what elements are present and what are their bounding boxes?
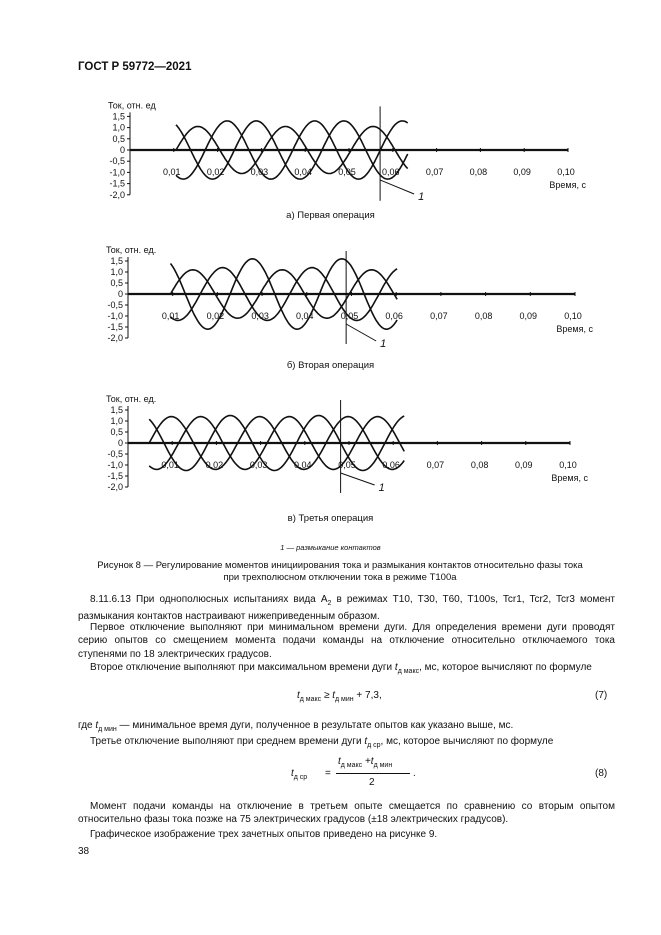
x-axis-label: Время, с xyxy=(549,180,586,190)
x-tick-label: 0,05 xyxy=(338,460,356,470)
x-tick-label: 0,08 xyxy=(470,460,489,470)
figure-b-caption: б) Вторая операция xyxy=(286,360,375,371)
y-tick-label: -1,5 xyxy=(107,471,123,481)
paragraph-second-break xyxy=(78,661,615,678)
x-tick-label: 0,02 xyxy=(206,167,225,177)
p5-t-symbol: t xyxy=(364,736,368,747)
f7-tail: + 7,3, xyxy=(356,690,382,701)
x-axis-label: Время, с xyxy=(551,473,588,483)
f8-tail: . xyxy=(413,768,416,779)
f7-sub-max: д макс xyxy=(299,696,322,703)
paragraph-third-break xyxy=(78,735,615,752)
y-axis-label: Ток, отн. ед. xyxy=(106,394,157,404)
page-header-standard: ГОСТ Р 59772—2021 xyxy=(78,61,192,73)
y-tick-label: -0,5 xyxy=(109,156,125,167)
chart-a xyxy=(0,95,661,225)
x-tick-label: 0,06 xyxy=(382,460,400,470)
p3-text-a: Второе отключение выполняют при максимальном времени дуги xyxy=(90,662,395,673)
y-tick-label: 0 xyxy=(119,145,125,155)
marker-leader-line xyxy=(380,180,414,194)
f8-denominator: 2 xyxy=(369,777,375,788)
y-tick-label: 0,5 xyxy=(110,427,123,437)
x-tick-label: 0,04 xyxy=(294,167,312,177)
marker-leader-line xyxy=(346,324,376,341)
y-tick-label: 1,0 xyxy=(112,122,125,133)
x-tick-label: 0,10 xyxy=(559,460,577,470)
p5-text-b: , мс, которое вычисляют по формуле xyxy=(380,736,554,747)
p1-subscript: 2 xyxy=(327,600,332,607)
chart-b xyxy=(0,237,661,372)
legend-note: 1 — размыкание контактов xyxy=(280,543,381,552)
f7-sub-min: д мин xyxy=(335,696,354,703)
x-tick-label: 0,06 xyxy=(382,167,400,177)
f8-t-lhs: t xyxy=(291,768,294,779)
x-tick-label: 0,01 xyxy=(161,460,179,470)
y-tick-label: -2,0 xyxy=(109,189,125,200)
p3-text-b: , мс, которое вычисляют по формуле xyxy=(419,662,592,673)
f8-t-num2: t xyxy=(370,756,374,767)
p4-t-symbol: t xyxy=(95,720,99,731)
figure-title-line1: Рисунок 8 — Регулирование моментов инициирования тока и размыкания контактов относительно фазы тока xyxy=(97,560,583,571)
x-tick-label: 0,07 xyxy=(426,460,445,470)
f7-t1: t xyxy=(297,690,300,701)
y-tick-label: -1,5 xyxy=(107,322,123,332)
marker-label: 1 xyxy=(378,482,385,494)
formula-8 xyxy=(291,756,431,792)
f8-sub-max: д макс xyxy=(340,762,363,769)
p5-text-a: Третье отключение выполняют при среднем времени дуги xyxy=(90,736,365,747)
figure-title-line2: при трехполюсном отключении тока в режиме T100a xyxy=(223,572,457,583)
y-tick-label: 1,5 xyxy=(110,256,123,266)
figure-c-caption: в) Третья операция xyxy=(287,513,374,524)
x-tick-label: 0,03 xyxy=(249,460,268,470)
f7-operator: ≥ xyxy=(323,690,330,701)
f7-t2: t xyxy=(332,690,336,701)
y-tick-label: -2,0 xyxy=(107,333,123,343)
x-tick-label: 0,02 xyxy=(205,460,224,470)
y-tick-label: 1,0 xyxy=(110,416,123,426)
f8-plus: + xyxy=(364,756,371,767)
y-axis-label: Ток, отн. ед xyxy=(108,100,156,111)
f8-fraction-bar xyxy=(336,773,410,774)
figure-title xyxy=(90,560,590,584)
x-axis-label: Время, с xyxy=(556,324,593,334)
x-tick-label: 0,09 xyxy=(519,311,538,321)
f8-equals: = xyxy=(325,768,331,779)
p4-text-a: где xyxy=(78,720,96,731)
y-tick-label: -1,0 xyxy=(107,460,123,470)
x-tick-label: 0,07 xyxy=(425,167,444,177)
y-tick-label: -0,5 xyxy=(107,300,123,310)
f8-sub-avg: д ср xyxy=(293,774,308,781)
figure-a-caption: а) Первая операция xyxy=(286,210,375,221)
f8-lhs xyxy=(291,768,307,781)
p5-subscript: д ср xyxy=(367,742,381,749)
y-tick-label: 0 xyxy=(117,289,123,299)
page-number: 38 xyxy=(78,846,90,857)
f8-numerator xyxy=(338,756,392,769)
p3-t-symbol: t xyxy=(394,662,398,673)
y-tick-label: 0,5 xyxy=(110,278,123,288)
x-tick-label: 0,04 xyxy=(296,311,314,321)
f8-sub-min: д мин xyxy=(373,762,393,769)
x-tick-label: 0,01 xyxy=(161,311,180,321)
y-tick-label: -2,0 xyxy=(107,482,123,492)
marker-label: 1 xyxy=(380,338,387,350)
paragraph-third-offset: Момент подачи команды на отключение в третьем опыте смещается по сравнению со вторым опытом относительно фазы тока позже на 75 электрических градусов (±18 электрических градусов). xyxy=(78,801,615,826)
x-tick-label: 0,09 xyxy=(515,460,533,470)
x-tick-label: 0,04 xyxy=(294,460,312,470)
formula-7 xyxy=(297,690,382,703)
figure-c xyxy=(0,392,661,527)
x-tick-label: 0,09 xyxy=(513,167,531,177)
p1-text-b: в режимах T10, T30, T60, T100s, Tcr1, Tcr2, Tcr3 момент размыкания контактов настраивают нижеприведенным образом. xyxy=(78,594,615,623)
y-tick-label: -1,5 xyxy=(109,178,125,189)
y-tick-label: 1,5 xyxy=(112,111,125,122)
marker-leader-line xyxy=(341,473,375,485)
paragraph-8-11-6-13 xyxy=(78,593,615,624)
equation-number-8: (8) xyxy=(595,768,608,779)
paragraph-first-break: Первое отключение выполняют при минимальном времени дуги. Для определения времени дуги проводят серию опытов со смещением момента подачи команды на отключение относительно отключаемого тока ступенями по 18 электрических градусов. xyxy=(78,622,615,660)
p4-text-b: — минимальное время дуги, полученное в результате опытов как указано выше, мс. xyxy=(116,720,514,731)
y-tick-label: 1,5 xyxy=(110,405,123,415)
p4-subscript: д мин xyxy=(98,726,117,733)
x-tick-label: 0,10 xyxy=(564,311,582,321)
y-tick-label: -1,0 xyxy=(107,311,123,321)
paragraph-reference: Графическое изображение трех зачетных опытов приведено на рисунке 9. xyxy=(90,829,438,840)
f8-t-num1: t xyxy=(338,756,341,767)
y-tick-label: -0,5 xyxy=(107,449,123,459)
p1-text-a: 8.11.6.13 При однополюсных испытаниях вида А xyxy=(90,594,328,605)
x-tick-label: 0,05 xyxy=(340,311,359,321)
x-tick-label: 0,02 xyxy=(206,311,225,321)
figure-a xyxy=(0,95,661,225)
x-tick-label: 0,08 xyxy=(474,311,493,321)
x-tick-label: 0,06 xyxy=(385,311,403,321)
y-tick-label: 0 xyxy=(117,438,123,448)
paragraph-where xyxy=(78,719,615,736)
equation-number-7: (7) xyxy=(595,690,608,701)
x-tick-label: 0,08 xyxy=(469,167,488,177)
x-tick-label: 0,05 xyxy=(338,167,356,177)
chart-c xyxy=(0,392,661,527)
x-tick-label: 0,03 xyxy=(251,311,269,321)
y-axis-label: Ток, отн. ед. xyxy=(106,245,157,255)
y-tick-label: 1,0 xyxy=(110,267,123,277)
x-tick-label: 0,07 xyxy=(430,311,448,321)
p3-subscript: д макс xyxy=(397,668,420,675)
marker-label: 1 xyxy=(418,191,425,203)
figure-b xyxy=(0,237,661,372)
y-tick-label: 0,5 xyxy=(112,133,125,144)
y-tick-label: -1,0 xyxy=(109,167,125,178)
x-tick-label: 0,10 xyxy=(557,167,575,177)
x-tick-label: 0,03 xyxy=(250,167,269,177)
x-tick-label: 0,01 xyxy=(163,167,181,177)
